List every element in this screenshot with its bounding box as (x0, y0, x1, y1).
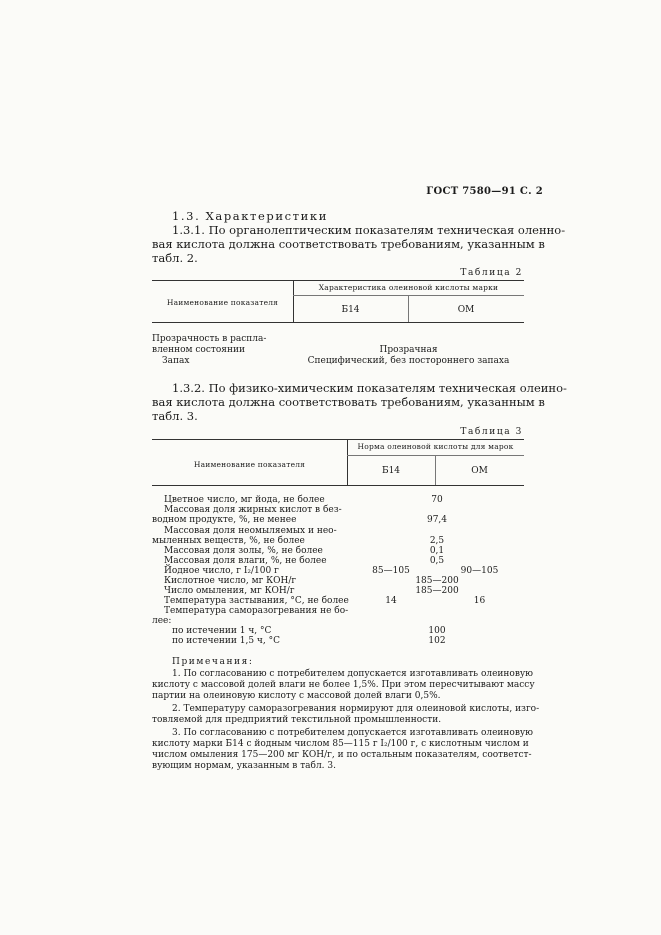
table-row-value: 0,1 (429, 546, 445, 556)
table-border (152, 280, 524, 281)
row-value: Специфический, без постороннего запаха (307, 356, 510, 366)
brand-b14: Б14 (381, 466, 401, 476)
paragraph-line: 1.3.2. По физико-химическим показателям техническая олеино- (172, 381, 567, 395)
brand-om: ОМ (471, 466, 488, 476)
note-line: 3. По согласованию с потребителем допускается изготавливать олеиновую (172, 728, 534, 738)
table-border (152, 485, 524, 486)
table-row-name: Массовая доля золы, %, не более (164, 546, 323, 556)
note-line: 2. Температуру саморазогревания нормируют для олеиновой кислоты, изго- (172, 704, 540, 714)
table-row-value: 2,5 (429, 536, 445, 546)
table-row-value: 185—200 (415, 576, 459, 586)
table-row-value: 185—200 (415, 586, 459, 596)
table-row-name: Массовая доля жирных кислот в без- (164, 505, 342, 515)
row-name: Прозрачность в распла- (152, 334, 267, 344)
note-line: числом омыления 175—200 мг КОН/г, и по остальным показателям, соответст- (152, 750, 532, 760)
note-line: товляемой для предприятий текстильной промышленности. (152, 715, 442, 725)
row-name: Запах (162, 356, 190, 366)
table-row-value-b14: 85—105 (372, 566, 410, 576)
table-row-name: мыленных веществ, %, не более (152, 536, 305, 546)
table-row-name: Цветное число, мг йода, не более (164, 495, 325, 505)
table-row-value: 0,5 (429, 556, 445, 566)
section-title: 1.3. Характеристики (172, 209, 328, 223)
paragraph-line: вая кислота должна соответствовать требованиям, указанным в (152, 237, 545, 251)
table-row-value: 70 (431, 495, 443, 505)
table-caption: Таблица 2 (460, 268, 523, 278)
table-row-name: Кислотное число, мг КОН/г (164, 576, 297, 586)
paragraph-line: вая кислота должна соответствовать требованиям, указанным в (152, 395, 545, 409)
page-header: ГОСТ 7580—91 С. 2 (426, 186, 543, 197)
table-row-name: водном продукте, %, не менее (152, 515, 297, 525)
brand-b14: Б14 (341, 305, 360, 315)
paragraph-line: 1.3.1. По органолептическим показателям техническая оленно- (172, 223, 566, 237)
row-name: вленном состоянии (152, 345, 245, 355)
table-row-name: Массовая доля влаги, %, не более (164, 556, 327, 566)
table-row-name: по истечении 1 ч, °С (172, 626, 272, 636)
group-header: Норма олеиновой кислоты для марок (357, 442, 514, 451)
table-row-value-om: 16 (473, 596, 486, 606)
table-row-value-b14: 14 (385, 596, 397, 606)
table-row-name: Йодное число, г I₂/100 г (164, 566, 279, 576)
table-row-value: 97,4 (426, 515, 448, 525)
note-line: партии на олеиновую кислоту с массовой долей влаги 0,5%. (152, 691, 441, 701)
table-row-name: Число омыления, мг КОН/г (164, 586, 295, 596)
notes-title: Примечания: (172, 657, 254, 667)
paragraph-line: табл. 3. (152, 409, 198, 423)
table-border (152, 322, 524, 323)
group-header: Характеристика олеиновой кислоты марки (318, 283, 499, 292)
table-border (152, 439, 524, 440)
note-line: вующим нормам, указанным в табл. 3. (152, 761, 336, 771)
row-value: Прозрачная (379, 345, 438, 355)
table-row-value-om: 90—105 (460, 566, 499, 576)
table-row-name: Температура саморазогревания не бо- (164, 606, 349, 616)
table-caption: Таблица 3 (460, 427, 523, 437)
brand-om: ОМ (457, 305, 475, 315)
note-line: 1. По согласованию с потребителем допускается изготавливать олеиновую (172, 669, 534, 679)
table-row-value: 102 (428, 636, 446, 646)
note-line: кислоту с массовой долей влаги не более 1,5%. При этом пересчитывают массу (152, 680, 535, 690)
table-row-name: Температура застывания, °С, не более (164, 596, 349, 606)
note-line: кислоту марки Б14 с йодным числом 85—115 г I₂/100 г, с кислотным числом и (152, 739, 529, 749)
table-row-name: Массовая доля неомыляемых и нео- (164, 526, 337, 536)
table-row-name: по истечении 1,5 ч, °С (172, 636, 280, 646)
paragraph-line: табл. 2. (152, 251, 198, 265)
column-header: Наименование показателя (193, 460, 306, 469)
table-row-value: 100 (428, 626, 446, 636)
column-header: Наименование показателя (166, 298, 279, 307)
table-row-name: лее: (152, 616, 172, 626)
